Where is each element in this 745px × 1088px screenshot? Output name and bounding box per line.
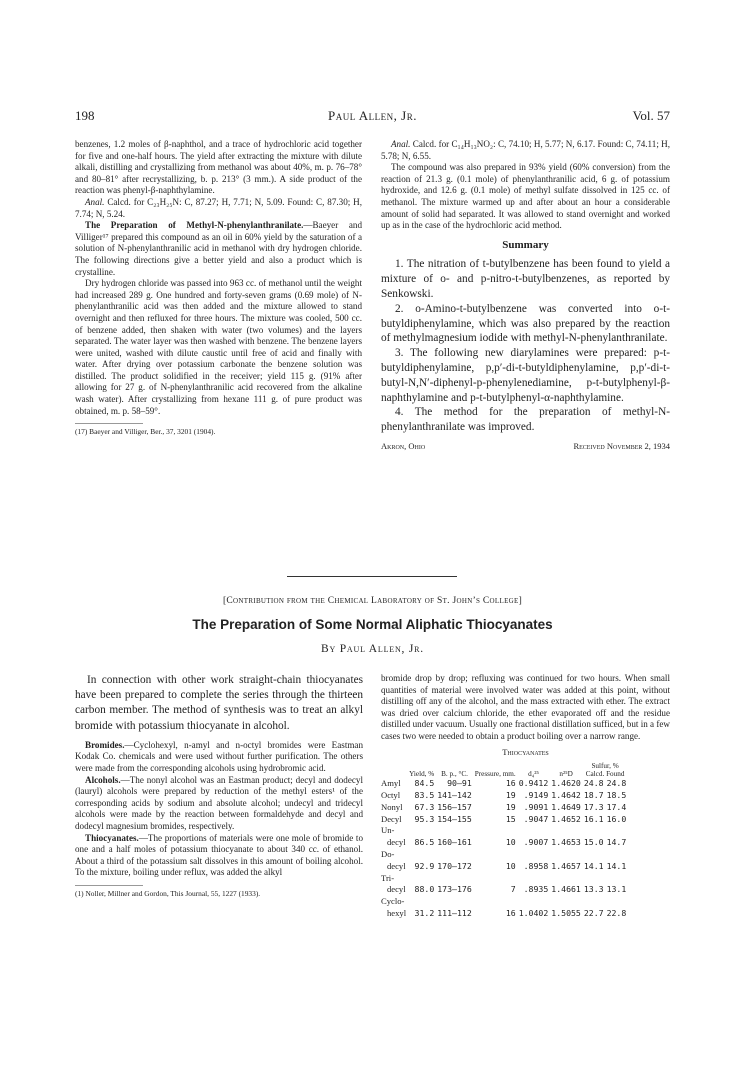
page-number: 198 [75,108,95,123]
compound-name: Nonyl [381,801,403,812]
cell-p: 10 [505,837,516,848]
table-body [381,778,629,920]
table-row [381,802,629,814]
cell-n: 1.4652 [551,813,581,824]
cell-bp: 173–176 [437,884,472,895]
cell-yield: 84.5 [414,778,435,789]
section-divider [287,576,457,577]
cell-c: 22.7 [583,907,604,918]
cell-f: 17.4 [606,801,627,812]
paragraph: The compound was also prepared in 93% yield (60% conversion) from the reaction of 21.3 g. (0.1 mole) of phenylanthranilic acid, 6 g. of potassium hydroxide, and 12.6 g. (0.1 mole) of methyl sulfate dissolved in 125 cc. of methanol. The mixture warmed up and after about an hour a considerable amount of solid had separated. It was allowed to stand overnight and worked up as in the case of the hydrochloric acid method. [381,162,670,231]
cell-n: 1.4657 [551,860,581,871]
byline: By Paul Allen, Jr. [321,643,424,655]
cell-c: 16.1 [583,813,604,824]
prep-paragraph: The Preparation of Methyl-N-phenylanthranilate.—Baeyer and Villiger¹⁷ prepared this compound as an oil in 60% yield by the saturation of a solution of N-phenylanthranilic acid in methanol with dry hydrogen chloride. The following directions give a better yield and also a product which is crystalline. [75,220,362,277]
cell-d: 1.0402 [518,907,549,918]
cell-bp: 111–112 [437,907,472,918]
cell-yield: 95.3 [414,813,435,824]
intro-block [75,673,363,734]
col-yield: Yield, % [409,770,435,779]
summary-heading: Summary [502,238,549,251]
analysis-line: Anal. Calcd. for C₁₄H₁₃NO₂: C, 74.10; H, 5.77; N, 6.17. Found: C, 74.11; H, 5.78; N, 6.55. [381,139,670,161]
table-row [381,849,629,873]
address-line [381,441,670,453]
cell-f: 16.0 [606,813,627,824]
cell-c: 13.3 [583,884,604,895]
running-author: Paul Allen, Jr. [328,108,417,123]
cell-c: 18.7 [583,789,604,800]
col-density: d₄²⁵ [528,770,539,779]
cell-bp: 160–161 [437,837,472,848]
left-column-top [75,139,362,436]
summary-item: 1. The nitration of t-butylbenzene has been found to yield a mixture of o- and p-nitro-t-butylbenzenes, as reported by Senkowski. [381,258,670,300]
cell-p: 7 [510,884,516,895]
cell-f: 13.1 [606,884,627,895]
paragraph: Dry hydrogen chloride was passed into 963 cc. of methanol until the weight had increased 289 g. One hundred and forty-seven grams (0.69 mole) of N-phenylanthranilic acid was then added and the mixture allowed to stand overnight and then refluxed for three hours. The mixture was cooled, 500 cc. of benzene added, then shaken with water (two volumes) and the layers separated. The water layer was then washed with benzene. The benzene layers were united, washed with dilute caustic until free of acid and finally with water. After drying over potassium carbonate the benzene solution was distilled. The product solidified in the receiver; yield 115 g. (91% after allowing for 27 g. of N-phenylanthranilic acid recovered from the alkaline wash water). After crystallizing from hexane 111 g. of pure product was obtained, m. p. 58–59°. [75,278,362,416]
table-row [381,778,629,790]
intro-paragraph: In connection with other work straight-chain thiocyanates have been prepared to complete the series through the thirteen carbon member. The method of synthesis was to treat an alkyl bromide with potassium thiocyanate in alcohol. [75,674,363,732]
volume-number: Vol. 57 [632,108,670,123]
cell-c: 24.8 [583,778,604,789]
table-row [381,896,629,920]
col-bp: B. p., °C. [441,770,468,779]
article-title: The Preparation of Some Normal Aliphatic Thiocyanates [192,617,553,632]
summary-item: 4. The method for the preparation of methyl-N-phenylanthranilate was improved. [381,406,670,434]
cell-n: 1.5055 [551,907,581,918]
right-column-bottom [381,673,670,920]
section-heading: Bromides. [85,739,125,750]
table-row [381,814,629,826]
section-heading: Alcohols. [85,774,121,785]
cell-yield: 88.0 [414,884,435,895]
cell-d: .8935 [523,884,549,895]
received-date: Received November 2, 1934 [573,440,670,451]
compound-name: Cyclo- hexyl [381,896,407,918]
cell-yield: 31.2 [414,907,435,918]
cell-bp: 141–142 [437,789,472,800]
table-row [381,825,629,849]
footnote: (17) Baeyer and Villiger, Ber., 37, 3201 (1904). [75,423,143,436]
compound-name: Un- decyl [381,825,406,848]
cell-p: 19 [505,801,516,812]
cell-p: 19 [505,789,516,800]
cell-d: .8958 [523,860,549,871]
cell-f: 24.8 [606,778,627,789]
col-sulfur: Sulfur, % Calcd. Found [585,762,625,779]
cell-c: 17.3 [583,801,604,812]
left-column-bottom [75,673,363,898]
thiocyanates-table [381,762,629,920]
cell-n: 1.4620 [551,778,581,789]
footnote: (1) Noller, Millner and Gordon, This Journal, 55, 1227 (1933). [75,885,143,898]
paragraph: benzenes, 1.2 moles of β-naphthol, and a trace of hydrochloric acid together for five and one-half hours. The yield after extracting the mixture with dilute alkali, distilling and crystallizing from methanol was about 40%, m. p. 76–78° and 80–81° after recrystallizing, b. p. 213° (3 mm.). A side product of the reaction was phenyl-β-naphthylamine. [75,139,362,196]
cell-d: 0.9412 [518,778,549,789]
cell-bp: 156–157 [437,801,472,812]
cell-yield: 92.9 [414,860,435,871]
cell-n: 1.4653 [551,837,581,848]
running-header [75,108,670,124]
table-row [381,873,629,897]
compound-name: Decyl [381,813,402,824]
cell-bp: 170–172 [437,860,472,871]
summary-list [381,257,670,435]
cell-yield: 83.5 [414,789,435,800]
alcohols-paragraph: Alcohols.—The nonyl alcohol was an Eastman product; decyl and dodecyl (lauryl) alcohols were prepared by reduction of the methyl esters¹ of the corresponding acids by sodium and absolute alcohol; undecyl and tridecyl alcohols were made by the reaction between formaldehyde and decyl and dodecyl magnesium bromides, respectively. [75,774,363,831]
table-caption: Thiocyanates [502,746,549,757]
cell-yield: 67.3 [414,801,435,812]
summary-item: 2. o-Amino-t-butylbenzene was converted into o-t-butyldiphenylamine, which was also prepared by the reaction of methylmagnesium iodide with methyl-N-phenylanthranilate. [381,302,670,345]
cell-d: .9091 [523,801,549,812]
analysis-line: Anal. Calcd. for C₂₃H₂₅N: C, 87.27; H, 7.71; N, 5.09. Found: C, 87.30; H, 7.74; N, 5.24. [75,196,362,219]
thiocyanates-paragraph: Thiocyanates.—The proportions of materials were one mole of bromide to one and a half moles of potassium thiocyanate to about 340 cc. of ethanol. About a third of the potassium salt dissolves in this amount of boiling alcohol. To the mixture, boiling under reflux, was added the alkyl [75,832,363,878]
cell-bp: 90–91 [447,778,472,789]
bromides-paragraph: Bromides.—Cyclohexyl, n-amyl and n-octyl bromides were Eastman Kodak Co. chemicals and were used without further purification. The others were made from the corresponding alcohols using hydrobromic acid. [75,739,363,773]
cell-n: 1.4642 [551,789,581,800]
cell-p: 10 [505,860,516,871]
col-pressure: Pressure, mm. [474,770,516,779]
cell-c: 15.0 [583,837,604,848]
contribution-line: [Contribution from the Chemical Laboratory of St. John’s College] [222,596,523,606]
cell-d: .9149 [523,789,549,800]
compound-name: Octyl [381,789,401,800]
section-heading: Thiocyanates. [85,832,139,843]
cell-d: .9007 [523,837,549,848]
col-refractive-index: n²⁵D [559,770,573,779]
cell-f: 18.5 [606,789,627,800]
table-header-row [381,762,629,778]
cell-d: .9047 [523,813,549,824]
cell-p: 16 [505,778,516,789]
cell-bp: 154–155 [437,813,472,824]
table-row [381,790,629,802]
cell-c: 14.1 [583,860,604,871]
section-heading: The Preparation of Methyl-N-phenylanthranilate. [85,220,304,231]
cell-p: 15 [505,813,516,824]
cell-n: 1.4661 [551,884,581,895]
paragraph: bromide drop by drop; refluxing was continued for two hours. When small quantities of material were involved water was added at this point, without distilling off any of the alcohol, and the mass extracted with ether. The extract was dried over calcium chloride, the ether evaporated off and the residue distilled under vacuum. Usually one fractional distillation sufficed, but in a few cases two were needed to obtain a product boiling over a narrow range. [381,673,670,741]
summary-item: 3. The following new diarylamines were prepared: p-t-butyldiphenylamine, p,p′-di-t-butyldiphenylamine, p,p′-di-t-butyl-N,N′-diphenyl-p-phenylenediamine, p-t-butylphenyl-β-naphthylamine and p-t-butylphenyl-α-naphthylamine. [381,347,670,404]
right-column-top [381,139,670,453]
compound-name: Tri- decyl [381,872,406,895]
compound-name: Amyl [381,778,401,789]
cell-f: 14.1 [606,860,627,871]
cell-n: 1.4649 [551,801,581,812]
cell-f: 14.7 [606,837,627,848]
cell-yield: 86.5 [414,837,435,848]
cell-f: 22.8 [606,907,627,918]
compound-name: Do- decyl [381,848,406,871]
cell-p: 16 [505,907,516,918]
address: Akron, Ohio [381,440,426,451]
